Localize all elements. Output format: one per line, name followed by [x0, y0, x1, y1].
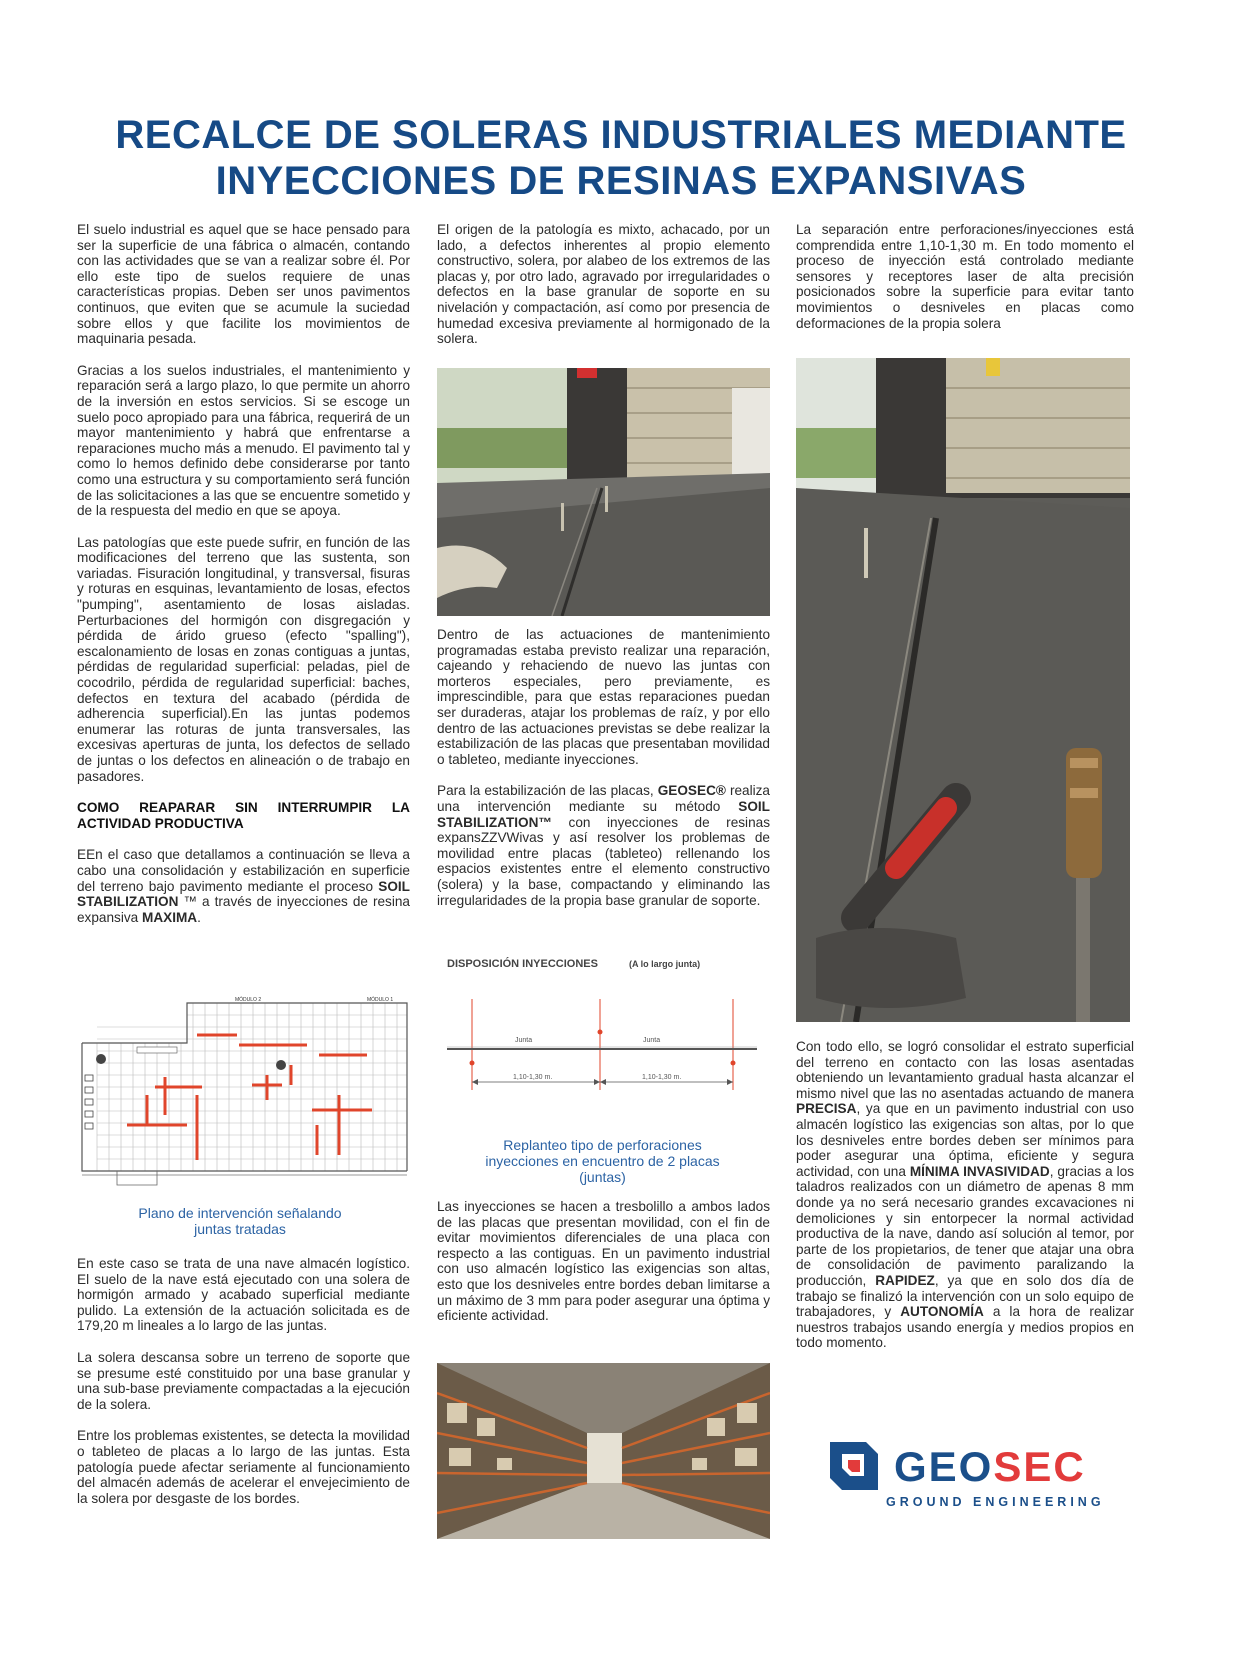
- floor-plan-svg: [77, 995, 410, 1195]
- paragraph: En este caso se trata de una nave almacén logístico. El suelo de la nave está ejecutado con una solera de hormigón armado y acabado superficial mediante pulido. La extensión de la actuación solicitada es de 179,20 m lineales a lo largo de las juntas.: [77, 1256, 410, 1334]
- paragraph: La solera descansa sobre un terreno de soporte que se presume esté constituido por una base granular y una sub-base previamente compactadas a la ejecución de la solera.: [77, 1349, 410, 1412]
- plan-marker: [96, 1054, 106, 1064]
- column-1-lower: [77, 1256, 410, 1522]
- plan-marker: [276, 1060, 286, 1070]
- floor-plan-drawing: [77, 995, 410, 1195]
- plan-caption: Plano de intervención señalando juntas tratadas: [138, 1205, 342, 1237]
- geosec-logo: [826, 1438, 1116, 1518]
- column-3-lower: [796, 1039, 1134, 1367]
- column-2-lower: [437, 1199, 770, 1340]
- paragraph: Las patologías que este puede sufrir, en función de las modificaciones del terreno que las sustenta, son variadas. Fisuración longitudinal, y transversal, fisuras y roturas en esquinas, levantamiento de losas, efectos "pumping", asentamiento de losas aisladas. Perturbaciones del hormigón con disgregación y pérdida de árido grueso (efecto "spalling"), escalonamiento de losas en zonas contiguas a juntas, pérdidas de regularidad superficial: peladas, piel de cocodrilo, pérdida de regularidad superficial: baches, defectos en textura del acabado (pérdida de adherencia superficial).En las juntas podemos enumerar las roturas de junta transversales, las excesivas aperturas de junta, los defectos de sellado de juntas o los defectos en alineación o de trabajo en pasadores.: [77, 534, 410, 784]
- photo-warehouse-joint: [437, 368, 770, 616]
- diagram-junta-label-2: Junta: [643, 1037, 661, 1044]
- title-line-2: INYECCIONES DE RESINAS EXPANSIVAS: [215, 159, 1027, 203]
- paragraph: Con todo ello, se logró consolidar el estrato superficial del terreno en contacto con las losas asentadas obteniendo un levantamiento gradual hasta alcanzar el mismo nivel que las no asentadas actuando de manera PRECISA, ya que en un pavimento industrial con uso almacén logístico las exigencias son altas, por lo que los desniveles entre bordes deben ser mínimos para poder asegurar una óptima, eficiente y segura actividad, con una MÍNIMA INVASIVIDAD, gracias a los taladros realizados con un diámetro de apenas 8 mm donde ya no será necesario grandes excavaciones ni demoliciones y sin entorpecer la normal actividad productiva de la nave, dando así solución al temor, por parte de los propietarios, de tener que atajar una obra de consolidación de pavimento paralizando la producción, RAPIDEZ, ya que en solo dos día de trabajo se finalizó la intervención con un solo equipo de trabajadores, y AUTONOMÍA a la hora de realizar nuestros trabajos usando energía y medios propios en todo momento.: [796, 1039, 1135, 1351]
- column-1: [77, 222, 410, 941]
- geosec-logo-subtitle: GROUND ENGINEERING: [886, 1495, 1105, 1509]
- diagram-subtitle: (A lo largo junta): [629, 959, 701, 969]
- paragraph: Dentro de las actuaciones de mantenimiento programadas estaba previsto realizar una reparación, cajeando y rehaciendo de nuevo las juntas con morteros especiales, pero previamente, es imprescindible, para que estas reparaciones puedan ser duraderas, atajar los problemas de raíz, y por ello dentro de las actuaciones previstas se debe realizar la estabilización de las placas que presentaban movilidad o tableteo, mediante inyecciones.: [437, 627, 770, 767]
- paragraph: Para la estabilización de las placas, GEOSEC® realiza una intervención mediante su método SOIL STABILIZATION™ con inyecciones de resinas expansZZVWivas y así resolver los problemas de movilidad entre placas (tableteo) rellenando los espacios existentes entre el elemento constructivo (solera) y la base, compactando y eliminando las irregularidades de la propia base granular de soporte.: [437, 783, 770, 908]
- photo-warehouse-aisle: [437, 1363, 770, 1539]
- geosec-logo-text: GEOSEC: [894, 1443, 1086, 1490]
- treated-joints: [127, 1035, 372, 1160]
- paragraph: Las inyecciones se hacen a tresbolillo a ambos lados de las placas que presentan movilidad, con el fin de evitar movimientos diferenciales de una placa con respecto a las contiguas. En un pavimento industrial con uso almacén logístico las exigencias son altas, esto que los desniveles entre bordes deban limitarse a un máximo de 3 mm para poder asegurar una óptima y eficiente actividad.: [437, 1199, 770, 1324]
- section-heading: COMO REAPARAR SIN INTERRUMPIR LA ACTIVIDAD PRODUCTIVA: [77, 800, 410, 831]
- article-title: [60, 112, 1182, 204]
- paragraph: La separación entre perforaciones/inyecciones está comprendida entre 1,10-1,30 m. En todo momento el proceso de inyección está controlado mediante sensores y receptores laser de alta precisión posicionados sobre la superficie para evitar tanto movimientos o desniveles en placas como deformaciones de la propia solera: [796, 222, 1134, 331]
- diagram-junta-label: Junta: [515, 1037, 533, 1044]
- title-line-1: RECALCE DE SOLERAS INDUSTRIALES MEDIANTE: [115, 113, 1127, 157]
- diagram-dim-1: 1,10-1,30 m.: [513, 1074, 553, 1081]
- geosec-logo-mark: [826, 1438, 882, 1494]
- injection-layout-diagram: [437, 955, 770, 1125]
- paragraph: El suelo industrial es aquel que se hace pensado para ser la superficie de una fábrica o almacén, contando con las actividades que se van a realizar sobre él. Por ello este tipo de suelos requiere de unas características propias. Deben ser unos pavimentos continuos, que eviten que se acumule la suciedad sobre ellos y que facilite los movimientos de maquinaria pesada.: [77, 222, 410, 347]
- column-3: [796, 222, 1134, 347]
- plan-module-1-label: MÓDULO 1: [367, 997, 394, 1003]
- diagram-title: DISPOSICIÓN INYECCIONES: [447, 958, 598, 970]
- column-2-middle: [437, 627, 770, 924]
- plan-module-2-label: MÓDULO 2: [235, 997, 262, 1003]
- diagram-dim-2: 1,10-1,30 m.: [642, 1074, 682, 1081]
- paragraph: El origen de la patología es mixto, achacado, por un lado, a defectos inherentes al propio elemento constructivo, solera, por alabeo de los extremos de las placas y, por otro lado, agravado por irregularidades o defectos en la base granular de soporte en su nivelación y compactación, así como por presencia de humedad excesiva previamente al hormigonado de la solera.: [437, 222, 770, 347]
- column-2: [437, 222, 770, 363]
- paragraph: Entre los problemas existentes, se detecta la movilidad o tableteo de placas a lo largo de las juntas. Esta patología puede afectar seriamente al funcionamiento del almacén además de acelerar el envejecimiento de la solera por desgaste de los bordes.: [77, 1428, 410, 1506]
- diagram-caption: Replanteo tipo de perforaciones inyecciones en encuentro de 2 placas (juntas): [485, 1137, 720, 1185]
- paragraph: Gracias a los suelos industriales, el mantenimiento y reparación será a largo plazo, lo que permite un ahorro de la inversión en estos servicios. Si se escoge un suelo poco apropiado para una fábrica, requerirá de un mayor mantenimiento y habrá que enfrentarse a reparaciones mucho más a menudo. El pavimento tal y como lo hemos definido debe considerarse por tanto como una estructura y su comportamiento será función de las solicitaciones a las que se encuentre sometido y de la respuesta del medio en que se apoya.: [77, 362, 410, 519]
- paragraph: EEn el caso que detallamos a continuación se lleva a cabo una consolidación y estabilización en superficie del terreno bajo pavimento mediante el proceso SOIL STABILIZATION ™ a través de inyecciones de resina expansiva MAXIMA.: [77, 847, 410, 925]
- photo-injection-equipment: [796, 358, 1130, 1022]
